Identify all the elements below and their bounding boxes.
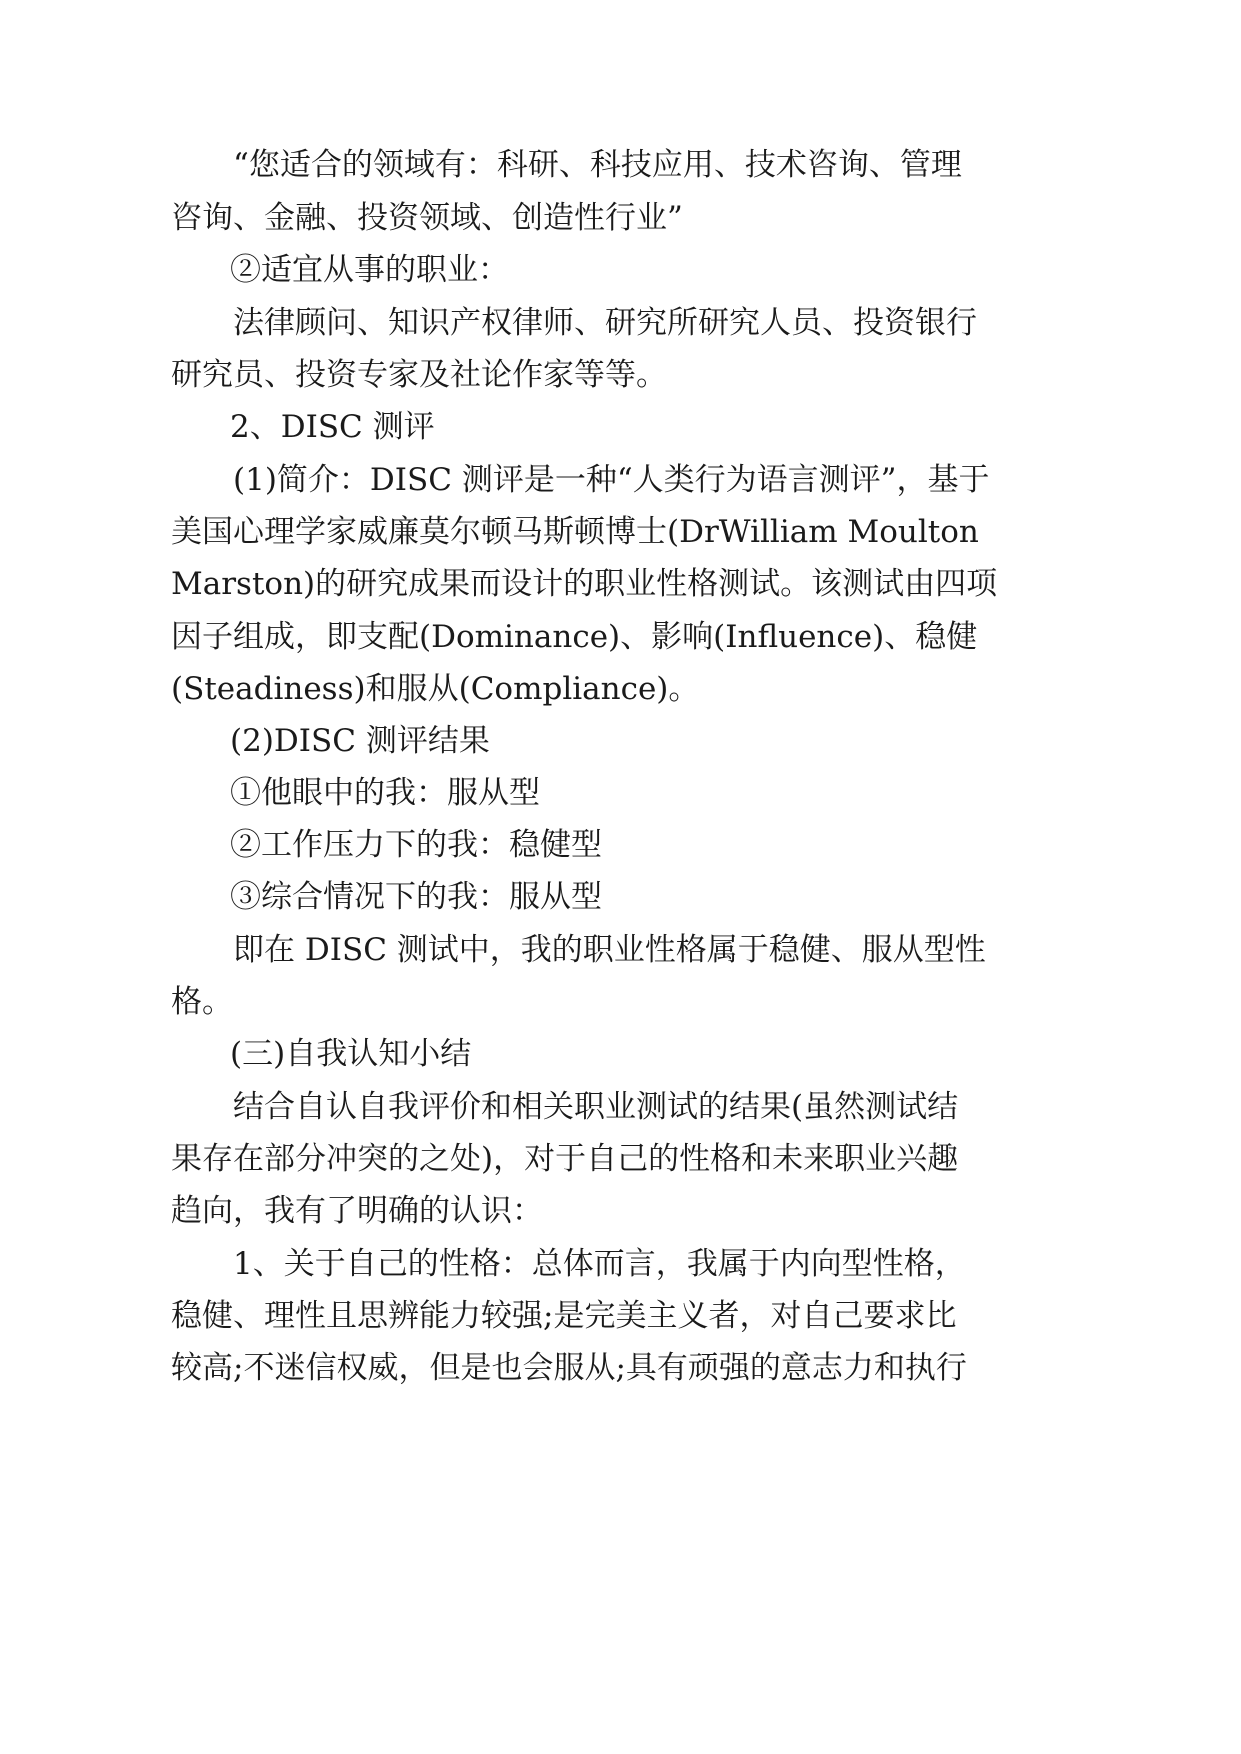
paragraph-line: (1)简介：DISC 测评是一种“人类行为语言测评”，基于 xyxy=(233,462,990,498)
paragraph-line: 1、关于自己的性格：总体而言，我属于内向型性格， xyxy=(233,1246,966,1282)
list-item: ②适宜从事的职业： xyxy=(230,252,509,288)
paragraph-line: 较高;不迷信权威，但是也会服从;具有顽强的意志力和执行 xyxy=(171,1350,967,1386)
paragraph-line: 即在 DISC 测试中，我的职业性格属于稳健、服从型性 xyxy=(233,932,986,968)
paragraph-line: 研究员、投资专家及社论作家等等。 xyxy=(171,357,667,393)
paragraph-line: 果存在部分冲突的之处)，对于自己的性格和未来职业兴趣 xyxy=(171,1141,959,1177)
section-heading: 2、DISC 测评 xyxy=(230,409,435,445)
list-item: ①他眼中的我：服从型 xyxy=(230,775,540,811)
subsection-heading: (2)DISC 测评结果 xyxy=(230,723,490,759)
paragraph-line: 咨询、金融、投资领域、创造性行业” xyxy=(171,200,683,236)
paragraph-line: Marston)的研究成果而设计的职业性格测试。该测试由四项 xyxy=(171,566,998,602)
paragraph-line: 趋向，我有了明确的认识： xyxy=(171,1193,543,1229)
paragraph-line: (Steadiness)和服从(Compliance)。 xyxy=(171,671,700,707)
paragraph-line: 格。 xyxy=(171,984,233,1020)
list-item: ③综合情况下的我：服从型 xyxy=(230,879,602,915)
paragraph-line: 结合自认自我评价和相关职业测试的结果(虽然测试结 xyxy=(233,1089,959,1125)
paragraph-line: 因子组成，即支配(Dominance)、影响(Influence)、稳健 xyxy=(171,619,978,655)
paragraph-line: 法律顾问、知识产权律师、研究所研究人员、投资银行 xyxy=(233,305,977,341)
paragraph-line: “您适合的领域有：科研、科技应用、技术咨询、管理 xyxy=(233,147,962,183)
paragraph-line: 稳健、理性且思辨能力较强;是完美主义者，对自己要求比 xyxy=(171,1298,957,1334)
paragraph-line: 美国心理学家威廉莫尔顿马斯顿博士(DrWilliam Moulton xyxy=(171,514,979,550)
section-heading: (三)自我认知小结 xyxy=(230,1036,472,1072)
list-item: ②工作压力下的我：稳健型 xyxy=(230,827,602,863)
